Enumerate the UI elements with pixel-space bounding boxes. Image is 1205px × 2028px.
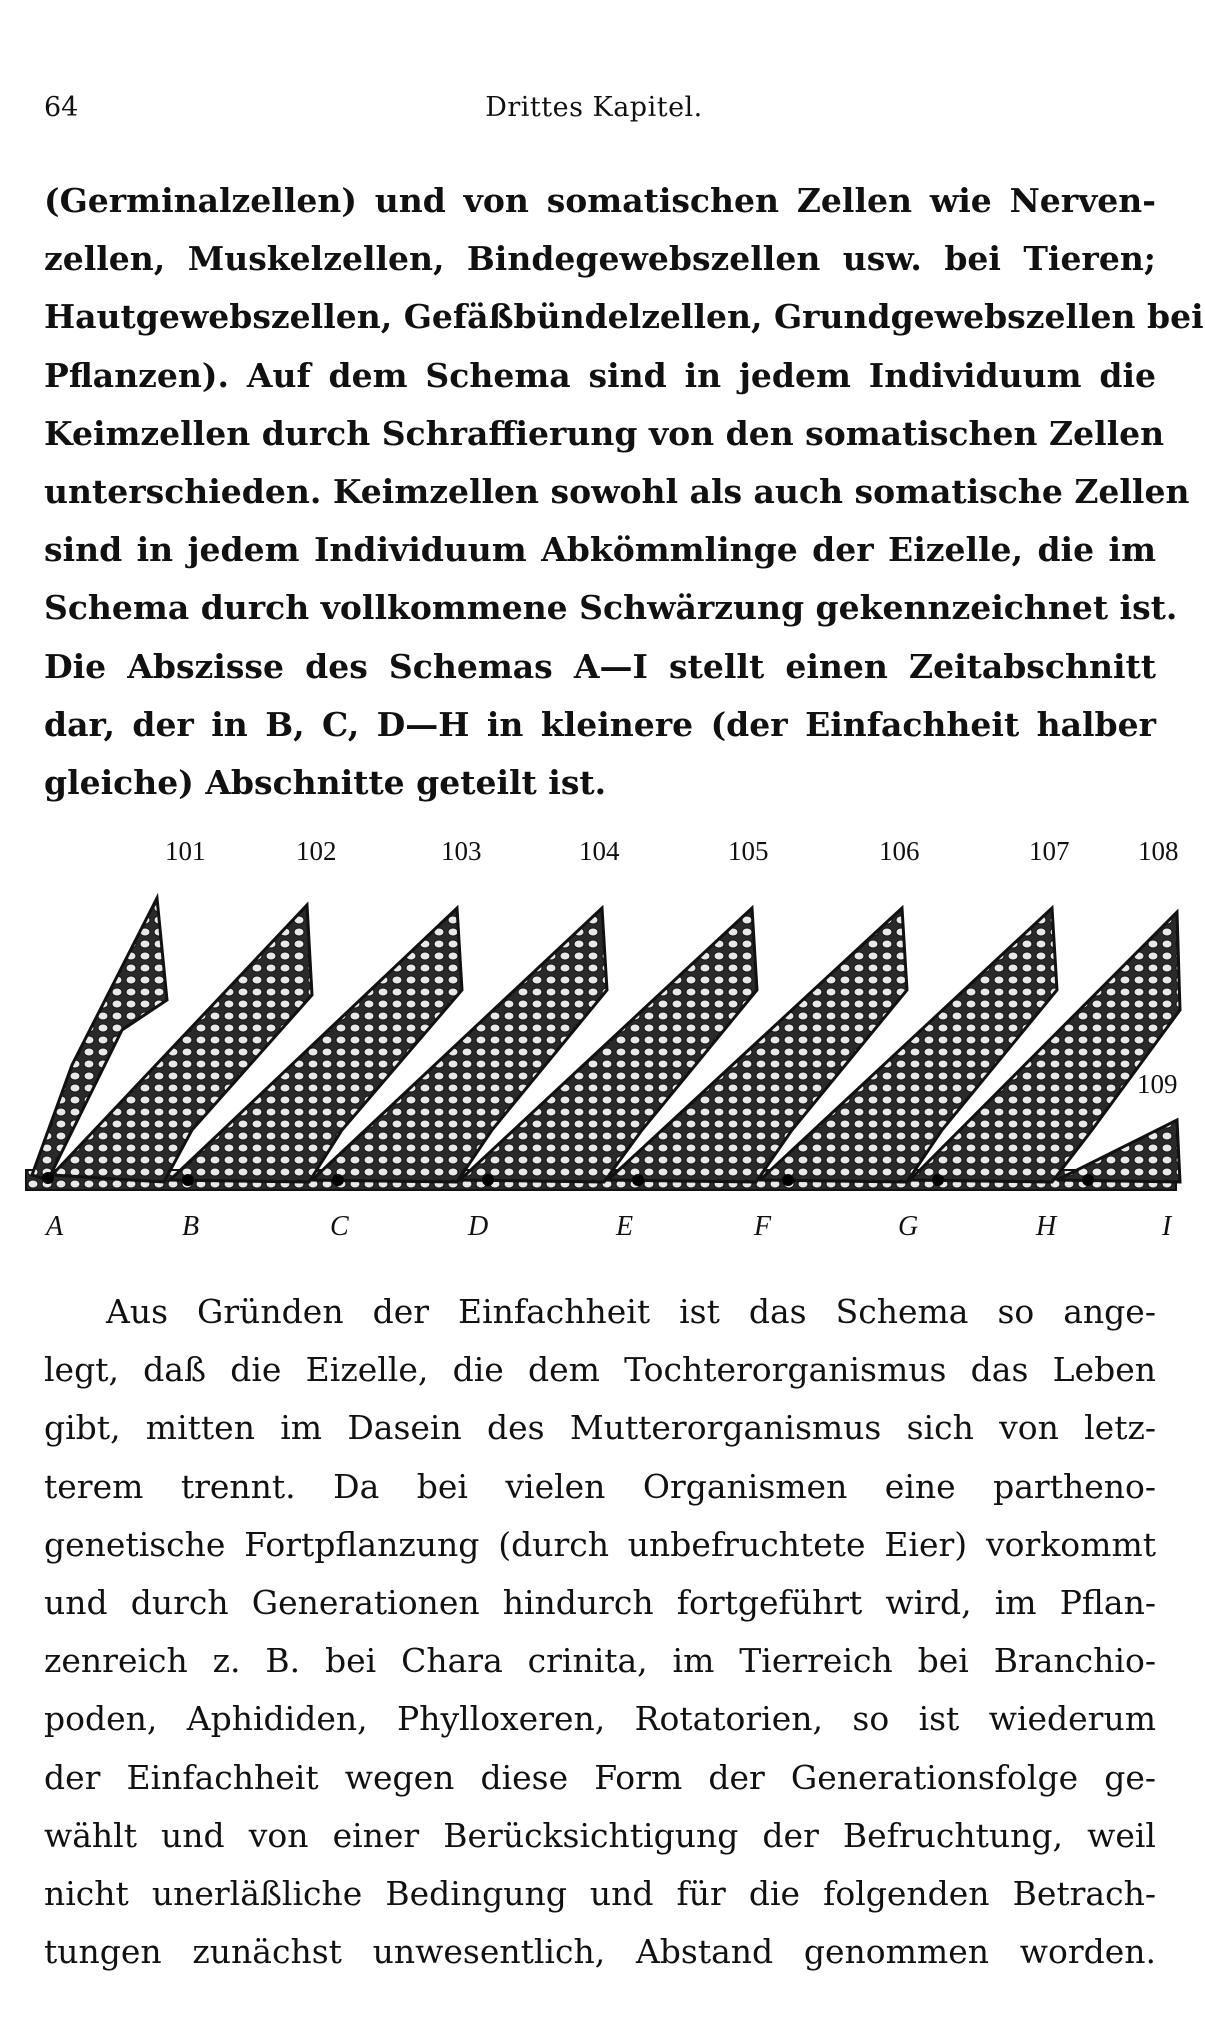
text-line: poden, Aphididen, Phylloxeren, Rotatorien, so ist wiederum: [44, 1699, 1156, 1739]
text-line: unterschieden. Keimzellen sowohl als auch somatische Zellen: [44, 472, 1190, 512]
egg-cell-mark: [332, 1174, 344, 1186]
text-line: nicht unerläßliche Bedingung und für die folgenden Betrach-: [44, 1874, 1156, 1914]
text-line: gleiche) Abschnitte geteilt ist.: [44, 763, 607, 803]
egg-cell-mark: [782, 1174, 794, 1186]
text-line: genetische Fortpflanzung (durch unbefruchtete Eier) vorkommt: [44, 1524, 1156, 1564]
axis-letter-F: F: [754, 1211, 772, 1242]
individual-label-105: 105: [728, 836, 769, 866]
text-line: Keimzellen durch Schraffierung von den somatischen Zellen: [44, 413, 1165, 453]
egg-cell-mark: [482, 1174, 494, 1186]
individual-label-101: 101: [165, 836, 206, 866]
egg-cell-mark: [42, 1172, 54, 1184]
individual-label-108: 108: [1138, 836, 1179, 866]
egg-cell-mark: [182, 1174, 194, 1186]
text-line: Pflanzen). Auf dem Schema sind in jedem Individuum die: [44, 355, 1156, 395]
text-line: Schema durch vollkommene Schwärzung gekennzeichnet ist.: [44, 588, 1178, 628]
text-line: Aus Gründen der Einfachheit ist das Schema so ange-: [106, 1292, 1156, 1331]
text-line: wählt und von einer Berücksichtigung der Befruchtung, weil: [44, 1815, 1156, 1855]
text-line: tungen zunächst unwesentlich, Abstand genommen worden.: [44, 1932, 1156, 1972]
axis-letter-A: A: [46, 1211, 64, 1242]
text-line: Hautgewebszellen, Gefäßbündelzellen, Grundgewebszellen bei: [44, 297, 1204, 337]
individual-label-104: 104: [579, 836, 620, 866]
axis-letter-B: B: [182, 1211, 200, 1242]
axis-letter-G: G: [898, 1211, 919, 1242]
text-line: legt, daß die Eizelle, die dem Tochterorganismus das Leben: [44, 1350, 1156, 1390]
text-line: sind in jedem Individuum Abkömmlinge der Eizelle, die im: [44, 530, 1156, 570]
paragraph-1: [44, 172, 1204, 812]
running-title: Drittes Kapitel.: [485, 92, 703, 123]
axis-letter-D: D: [468, 1211, 489, 1242]
paragraph-2: [44, 1283, 1156, 1981]
individual-label-102: 102: [296, 836, 337, 866]
egg-cell-mark: [632, 1174, 644, 1186]
text-line: (Germinalzellen) und von somatischen Zellen wie Nerven-: [44, 181, 1156, 220]
text-line: und durch Generationen hindurch fortgeführt wird, im Pflan-: [44, 1583, 1156, 1623]
text-line: Die Abszisse des Schemas A—I stellt einen Zeitabschnitt: [44, 646, 1156, 686]
text-line: terem trennt. Da bei vielen Organismen eine partheno-: [44, 1466, 1156, 1506]
individual-label-103: 103: [441, 836, 482, 866]
individual-label-106: 106: [879, 836, 920, 866]
egg-cell-mark: [1082, 1174, 1094, 1186]
axis-letter-C: C: [330, 1211, 349, 1242]
axis-letter-E: E: [616, 1211, 634, 1242]
text-line: der Einfachheit wegen diese Form der Generationsfolge ge-: [44, 1757, 1156, 1797]
text-line: zellen, Muskelzellen, Bindegewebszellen usw. bei Tieren;: [44, 239, 1156, 279]
egg-cell-mark: [932, 1174, 944, 1186]
page-header: [44, 92, 1144, 132]
axis-letter-I: I: [1162, 1211, 1172, 1242]
generation-schema-figure: [12, 830, 1182, 1250]
page-number: 64: [44, 92, 79, 123]
text-line: gibt, mitten im Dasein des Mutterorganismus sich von letz-: [44, 1408, 1156, 1448]
text-line: dar, der in B, C, D—H in kleinere (der Einfachheit halber: [44, 704, 1156, 744]
individual-label-107: 107: [1029, 836, 1070, 866]
axis-letter-H: H: [1036, 1211, 1057, 1242]
individual-label-109: 109: [1137, 1069, 1178, 1099]
text-line: zenreich z. B. bei Chara crinita, im Tierreich bei Branchio-: [44, 1641, 1156, 1681]
